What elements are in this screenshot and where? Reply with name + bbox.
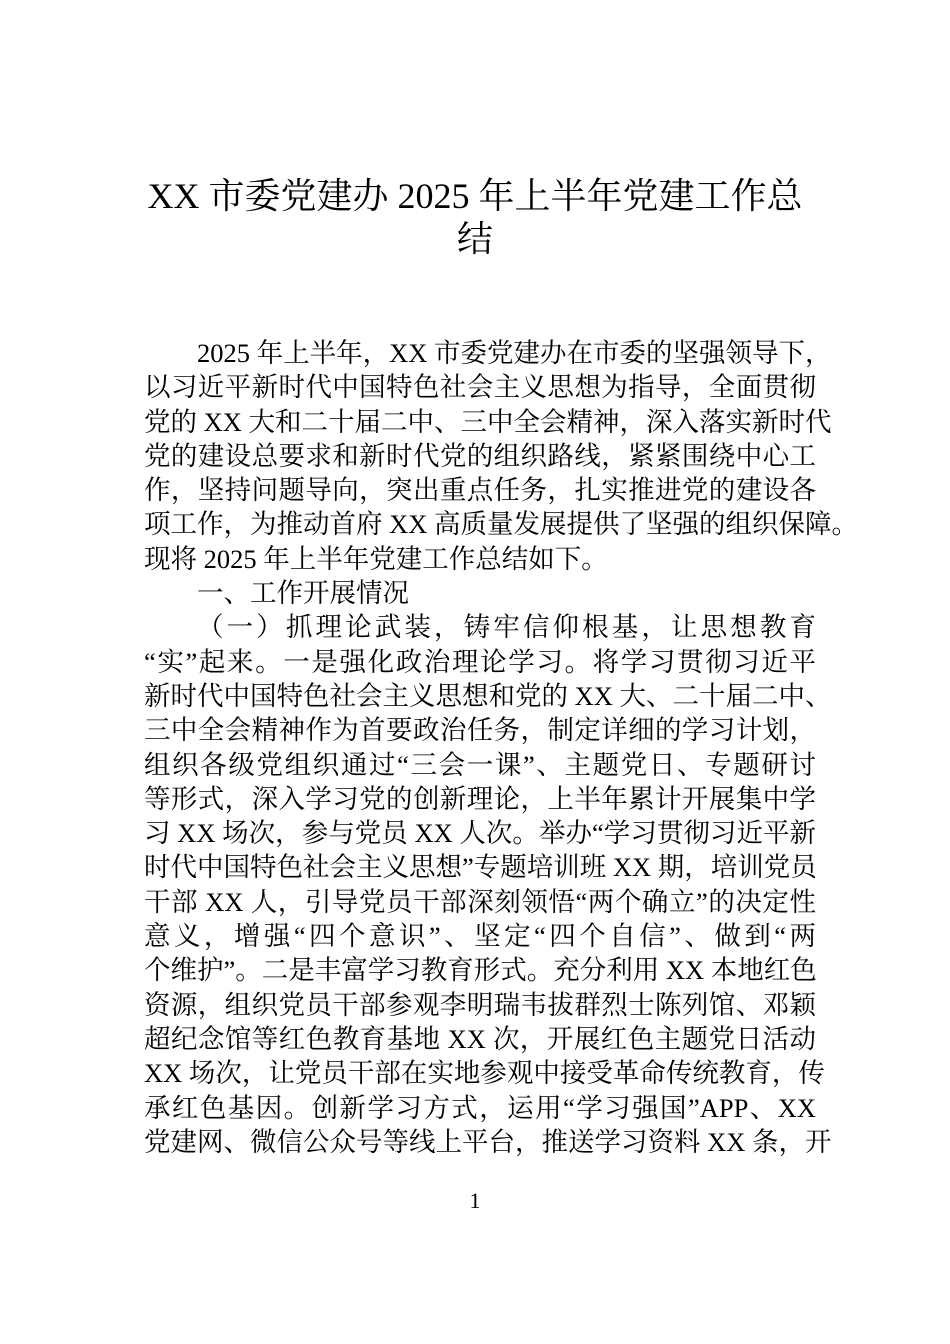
paragraph-line: 组织各级党组织通过“三会一课”、主题党日、专题研讨	[144, 749, 816, 780]
paragraph-line: 2025 年上半年，XX 市委党建办在市委的坚强领导下，	[197, 338, 832, 368]
paragraph-line: 意义，增强“四个意识”、坚定“四个自信”、做到“两	[144, 921, 816, 952]
paragraph-line: 党建网、微信公众号等线上平台，推送学习资料 XX 条，开	[144, 1126, 832, 1157]
document-body	[144, 336, 859, 1159]
page-number: 1	[469, 1188, 481, 1213]
paragraph-line: （一）抓理论武装，铸牢信仰根基，让思想教育	[197, 612, 816, 643]
paragraph-line: 项工作，为推动首府 XX 高质量发展提供了坚强的组织保障。	[144, 509, 859, 540]
paragraph-line: XX 场次，让党员干部在实地参观中接受革命传统教育，传	[144, 1058, 825, 1089]
document-title-line-2: 结	[456, 219, 493, 259]
paragraph-line: 三中全会精神作为首要政治任务，制定详细的学习计划，	[144, 715, 816, 746]
paragraph-line: 党的建设总要求和新时代党的组织路线，紧紧围绕中心工	[144, 440, 816, 471]
paragraph-line: 作，坚持问题导向，突出重点任务，扎实推进党的建设各	[144, 475, 816, 506]
paragraph-line: 承红色基因。创新学习方式，运用“学习强国”APP、XX	[144, 1092, 816, 1123]
paragraph-line: 个维护”。二是丰富学习教育形式。充分利用 XX 本地红色	[144, 955, 817, 986]
paragraph-line: 现将 2025 年上半年党建工作总结如下。	[144, 543, 608, 574]
paragraph-line: 党的 XX 大和二十届二中、三中全会精神，深入落实新时代	[144, 406, 832, 437]
paragraph-line: 习 XX 场次，参与党员 XX 人次。举办“学习贯彻习近平新	[144, 818, 816, 849]
document-title-line-1: XX 市委党建办 2025 年上半年党建工作总	[147, 176, 803, 216]
paragraph-line: 资源，组织党员干部参观李明瑞韦拔群烈士陈列馆、邓颖	[144, 989, 816, 1020]
paragraph-line: 干部 XX 人，引导党员干部深刻领悟“两个确立”的决定性	[144, 886, 816, 917]
section-heading: 一、工作开展情况	[197, 578, 409, 609]
paragraph-line: 以习近平新时代中国特色社会主义思想为指导，全面贯彻	[144, 372, 816, 403]
paragraph-line: 等形式，深入学习党的创新理论，上半年累计开展集中学	[144, 783, 816, 814]
paragraph-line: 时代中国特色社会主义思想”专题培训班 XX 期，培训党员	[144, 852, 817, 883]
paragraph-line: 新时代中国特色社会主义思想和党的 XX 大、二十届二中、	[144, 680, 832, 711]
paragraph-line: 超纪念馆等红色教育基地 XX 次，开展红色主题党日活动	[144, 1023, 816, 1054]
paragraph-line: “实”起来。一是强化政治理论学习。将学习贯彻习近平	[144, 646, 816, 677]
